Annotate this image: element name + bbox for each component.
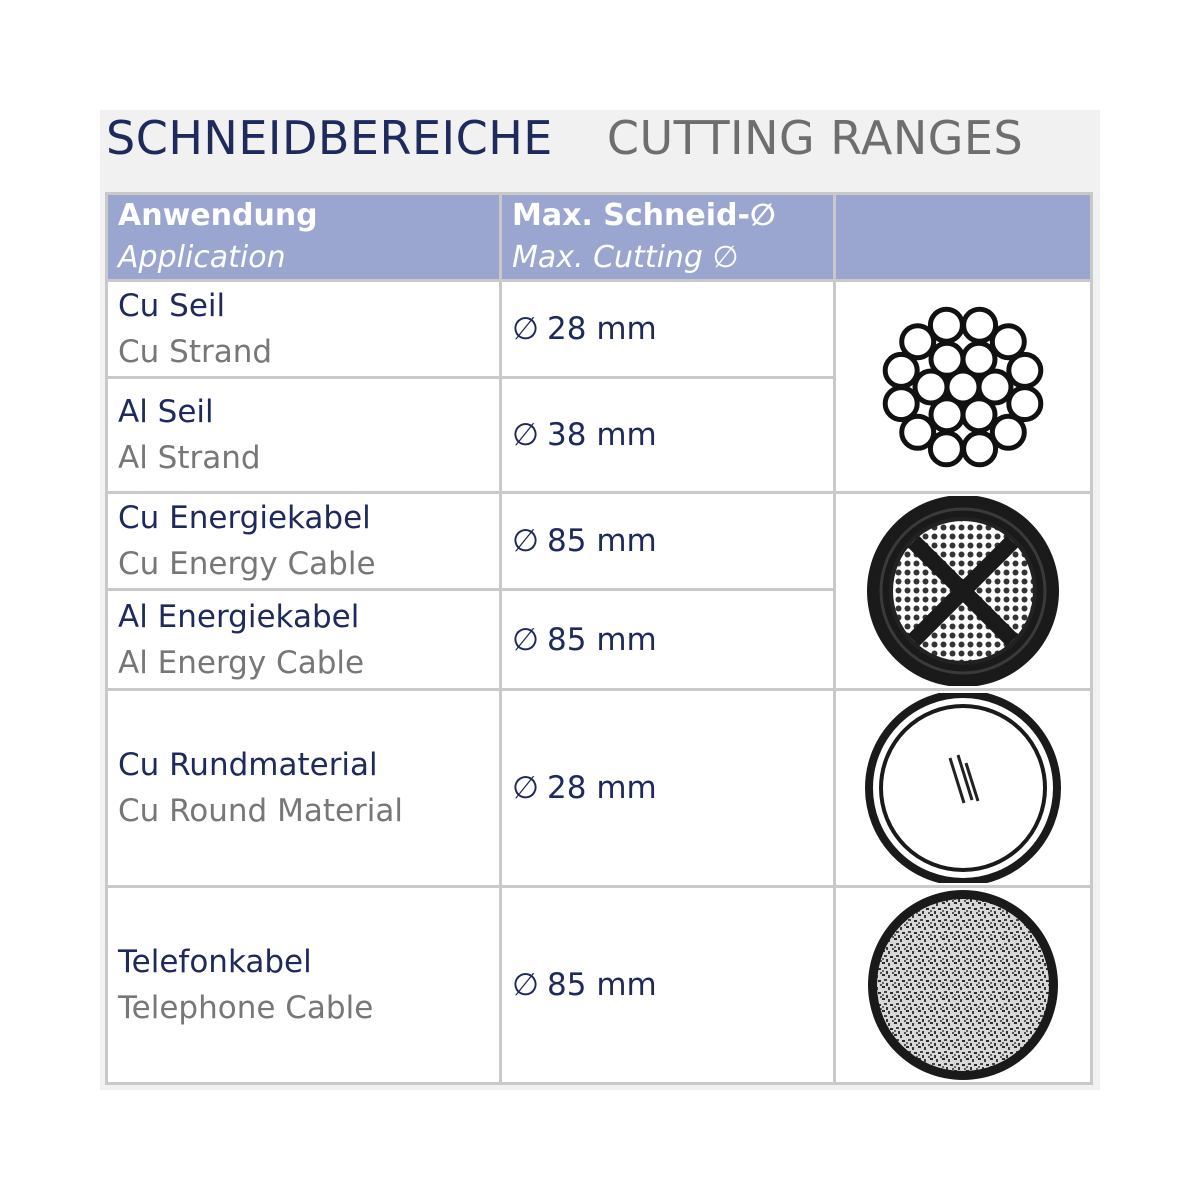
diameter-value	[512, 622, 657, 658]
application-cell	[107, 590, 501, 690]
table-header-row	[107, 194, 1092, 281]
strand-wire	[963, 398, 995, 430]
telephone-cable-icon	[858, 890, 1068, 1080]
diameter-cell	[501, 887, 835, 1084]
table-row	[107, 281, 1092, 378]
header-cutting-diameter	[501, 194, 835, 281]
application-cell	[107, 378, 501, 493]
diameter-cell	[501, 690, 835, 887]
application-en: Al Energy Cable	[118, 644, 365, 681]
application-de: Al Energiekabel	[118, 598, 360, 635]
application-de: Cu Rundmaterial	[118, 747, 378, 783]
title-german: SCHNEIDBEREICHE	[106, 111, 553, 165]
cutting-ranges-table	[105, 192, 1093, 1085]
application-en: Cu Energy Cable	[118, 546, 376, 582]
application-de: Al Seil	[118, 394, 214, 430]
diameter-value	[512, 311, 657, 347]
stranded-conductor-icon	[858, 287, 1068, 487]
application-en: Al Strand	[118, 440, 261, 476]
header-cutting-de: Max. Schneid-∅	[512, 198, 776, 233]
application-en: Cu Round Material	[118, 793, 404, 829]
diameter-value	[512, 967, 657, 1003]
application-cell	[107, 887, 501, 1084]
diameter-symbol: ∅	[512, 417, 540, 453]
diameter-cell	[501, 590, 835, 690]
diameter-amount: 85 mm	[547, 967, 657, 1003]
title-english: CUTTING RANGES	[606, 111, 1024, 165]
strand-wire	[964, 432, 996, 464]
diameter-symbol: ∅	[512, 523, 540, 559]
table-row	[107, 690, 1092, 887]
strand-wire	[930, 309, 962, 341]
application-de: Cu Energiekabel	[118, 500, 371, 536]
header-image	[835, 194, 1092, 281]
round-material-icon	[858, 693, 1068, 883]
table-row	[107, 887, 1092, 1084]
energy-cable-icon	[858, 496, 1068, 686]
diameter-amount: 28 mm	[547, 770, 657, 806]
application-en: Telephone Cable	[118, 990, 374, 1026]
header-cutting-en: Max. Cutting ∅	[512, 240, 739, 275]
application-de: Telefonkabel	[118, 944, 312, 980]
page-title	[106, 108, 1023, 168]
diameter-symbol: ∅	[512, 967, 540, 1003]
diameter-symbol: ∅	[512, 770, 540, 806]
diameter-amount: 85 mm	[547, 621, 657, 658]
diameter-value	[512, 770, 657, 806]
diameter-value	[512, 523, 657, 559]
diameter-value	[512, 417, 657, 453]
image-cell-energy-cable	[835, 493, 1092, 690]
application-de: Cu Seil	[118, 288, 226, 324]
header-application-de: Anwendung	[118, 198, 318, 233]
diameter-symbol: ∅	[512, 311, 540, 347]
strand-wire	[931, 343, 963, 375]
table-row	[107, 493, 1092, 590]
image-cell-round-material	[835, 690, 1092, 887]
strand-wire	[963, 343, 995, 375]
diameter-cell	[501, 281, 835, 378]
application-en: Cu Strand	[118, 334, 273, 370]
strand-wire	[1009, 354, 1041, 386]
diameter-amount: 85 mm	[547, 523, 657, 559]
diameter-cell	[501, 378, 835, 493]
strand-wire	[885, 387, 917, 419]
diameter-cell	[501, 493, 835, 590]
application-cell	[107, 281, 501, 378]
image-cell-strand	[835, 281, 1092, 493]
application-cell	[107, 493, 501, 590]
diameter-symbol: ∅	[512, 621, 540, 658]
diameter-amount: 38 mm	[547, 417, 657, 453]
application-cell	[107, 690, 501, 887]
image-cell-telephone-cable	[835, 887, 1092, 1084]
header-application	[107, 194, 501, 281]
header-application-en: Application	[118, 240, 286, 275]
diameter-amount: 28 mm	[547, 311, 657, 347]
